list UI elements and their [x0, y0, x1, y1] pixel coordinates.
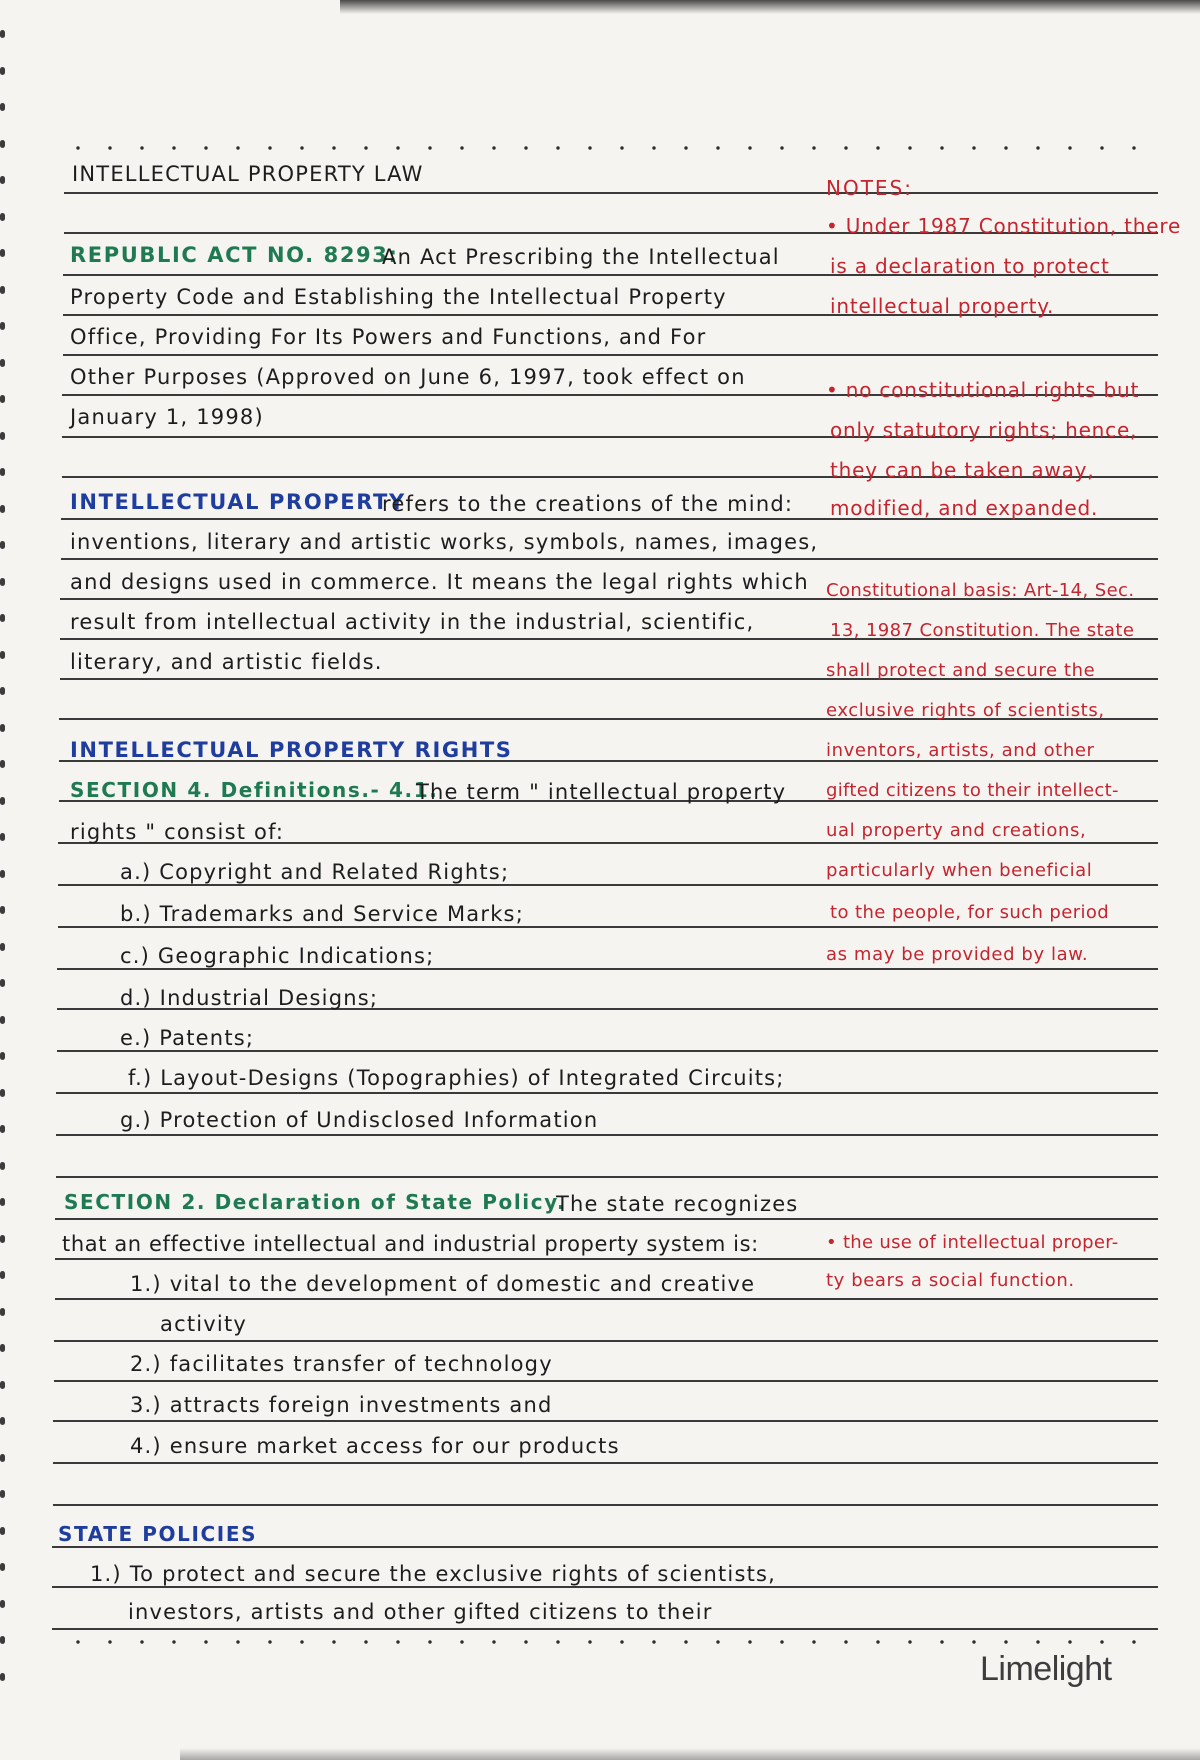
ruled-line: [52, 1546, 1158, 1548]
ruled-line: [61, 558, 1158, 560]
section2-item-1-cont: activity: [160, 1312, 248, 1336]
state-policies-heading: STATE POLICIES: [58, 1522, 258, 1546]
binding-hole: [0, 249, 5, 257]
binding-hole: [0, 505, 5, 513]
ruled-line: [64, 192, 1158, 194]
note-3-line-5: inventors, artists, and other: [826, 740, 1095, 761]
binding-hole: [0, 906, 5, 914]
note-3-line-9: to the people, for such period: [830, 902, 1110, 923]
section4-label: SECTION 4. Definitions.- 4.1.: [70, 778, 439, 802]
binding-hole: [0, 833, 5, 841]
binding-hole: [0, 1381, 5, 1389]
section2-item-2: 2.) facilitates transfer of technology: [130, 1352, 553, 1376]
binding-hole: [0, 30, 5, 38]
section2-item-3: 3.) attracts foreign investments and: [130, 1393, 553, 1417]
definition-e: e.) Patents;: [120, 1026, 255, 1050]
ip-line-3: and designs used in commerce. It means the legal rights which: [70, 570, 809, 594]
note-4-line-1: • the use of intellectual proper-: [826, 1232, 1119, 1253]
definition-f: f.) Layout-Designs (Topographies) of Integrated Circuits;: [128, 1066, 785, 1090]
binding-hole: [0, 1600, 5, 1608]
definition-a: a.) Copyright and Related Rights;: [120, 860, 510, 884]
state-policy-1: 1.) To protect and secure the exclusive rights of scientists,: [90, 1562, 777, 1586]
binding-hole: [0, 651, 5, 659]
ruled-line: [56, 1134, 1158, 1136]
binding-hole: [0, 1235, 5, 1243]
ruled-line: [55, 1298, 1158, 1300]
binding-hole: [0, 1052, 5, 1060]
ra-label: REPUBLIC ACT NO. 8293:: [70, 243, 399, 267]
note-1-line-3: intellectual property.: [830, 294, 1055, 318]
ruled-line: [52, 1628, 1158, 1630]
binding-hole: [0, 432, 5, 440]
note-3-line-2: 13, 1987 Constitution. The state: [830, 620, 1135, 641]
binding-hole: [0, 687, 5, 695]
section2-item-4: 4.) ensure market access for our products: [130, 1434, 620, 1458]
ip-label: INTELLECTUAL PROPERTY: [70, 490, 406, 514]
section2-cont: that an effective intellectual and industrial property system is:: [62, 1232, 759, 1256]
note-2-line-4: modified, and expanded.: [830, 496, 1099, 520]
ruled-line: [63, 354, 1158, 356]
binding-holes: [0, 20, 10, 1720]
definition-b: b.) Trademarks and Service Marks;: [120, 902, 524, 926]
state-policy-1-cont: investors, artists and other gifted citizens to their: [128, 1600, 713, 1624]
binding-hole: [0, 724, 5, 732]
ruled-line: [57, 1050, 1158, 1052]
notes-title: NOTES:: [826, 176, 913, 200]
note-3-line-4: exclusive rights of scientists,: [826, 700, 1105, 721]
binding-hole: [0, 1271, 5, 1279]
binding-hole: [0, 979, 5, 987]
note-3-line-8: particularly when beneficial: [826, 860, 1093, 881]
bottom-dot-row: [62, 1640, 1162, 1644]
binding-hole: [0, 395, 5, 403]
ruled-line: [53, 1420, 1158, 1422]
binding-hole: [0, 286, 5, 294]
note-2-line-1: • no constitutional rights but: [826, 378, 1140, 402]
binding-hole: [0, 1089, 5, 1097]
note-3-line-6: gifted citizens to their intellect-: [826, 780, 1119, 801]
section4-text: The term " intellectual property: [416, 780, 787, 804]
binding-hole: [0, 103, 5, 111]
definition-c: c.) Geographic Indications;: [120, 944, 435, 968]
binding-hole: [0, 1563, 5, 1571]
binding-hole: [0, 943, 5, 951]
binding-hole: [0, 1527, 5, 1535]
binding-hole: [0, 578, 5, 586]
binding-hole: [0, 1162, 5, 1170]
section4-cont: rights " consist of:: [70, 820, 285, 844]
binding-hole: [0, 140, 5, 148]
binding-hole: [0, 176, 5, 184]
definition-g: g.) Protection of Undisclosed Information: [120, 1108, 599, 1132]
ruled-line: [53, 1504, 1158, 1506]
binding-hole: [0, 359, 5, 367]
ra-line-1: An Act Prescribing the Intellectual: [382, 245, 780, 269]
note-3-line-10: as may be provided by law.: [826, 944, 1089, 965]
page-title: INTELLECTUAL PROPERTY LAW: [72, 162, 424, 186]
note-1-line-2: is a declaration to protect: [830, 254, 1110, 278]
binding-hole: [0, 541, 5, 549]
binding-hole: [0, 870, 5, 878]
note-2-line-3: they can be taken away,: [830, 458, 1095, 482]
ruled-line: [58, 926, 1158, 928]
ruled-line: [55, 1218, 1158, 1220]
section2-item-1: 1.) vital to the development of domestic and creative: [130, 1272, 756, 1296]
ruled-line: [54, 1380, 1158, 1382]
note-3-line-1: Constitutional basis: Art-14, Sec.: [826, 580, 1135, 601]
ra-line-4: Other Purposes (Approved on June 6, 1997, took effect on: [70, 365, 746, 389]
ruled-line: [57, 968, 1158, 970]
binding-hole: [0, 1125, 5, 1133]
note-4-line-2: ty bears a social function.: [826, 1270, 1075, 1291]
note-3-line-7: ual property and creations,: [826, 820, 1087, 841]
ra-line-5: January 1, 1998): [70, 405, 264, 429]
top-shadow: [340, 0, 1200, 14]
binding-hole: [0, 1308, 5, 1316]
section2-text: The state recognizes: [556, 1192, 799, 1216]
ipr-heading: INTELLECTUAL PROPERTY RIGHTS: [70, 738, 513, 762]
binding-hole: [0, 614, 5, 622]
ip-line-5: literary, and artistic fields.: [70, 650, 383, 674]
binding-hole: [0, 468, 5, 476]
note-2-line-2: only statutory rights; hence,: [830, 418, 1138, 442]
binding-hole: [0, 322, 5, 330]
binding-hole: [0, 1673, 5, 1681]
ruled-line: [55, 1258, 1158, 1260]
binding-hole: [0, 1490, 5, 1498]
definition-d: d.) Industrial Designs;: [120, 986, 379, 1010]
binding-hole: [0, 1016, 5, 1024]
binding-hole: [0, 67, 5, 75]
binding-hole: [0, 797, 5, 805]
ruled-line: [52, 1586, 1158, 1588]
bottom-shadow: [180, 1748, 1200, 1760]
binding-hole: [0, 1417, 5, 1425]
ip-line-4: result from intellectual activity in the industrial, scientific,: [70, 610, 755, 634]
note-1-line-1: • Under 1987 Constitution, there: [826, 214, 1182, 238]
top-dot-row: [62, 146, 1162, 150]
ip-line-1: refers to the creations of the mind:: [382, 492, 794, 516]
ra-line-3: Office, Providing For Its Powers and Functions, and For: [70, 325, 707, 349]
binding-hole: [0, 1454, 5, 1462]
binding-hole: [0, 1636, 5, 1644]
ip-line-2: inventions, literary and artistic works, symbols, names, images,: [70, 530, 819, 554]
ruled-line: [56, 1176, 1158, 1178]
brand-logo: Limelight: [980, 1650, 1112, 1688]
ruled-line: [54, 1340, 1158, 1342]
ruled-line: [56, 1092, 1158, 1094]
ruled-line: [58, 884, 1158, 886]
binding-hole: [0, 1344, 5, 1352]
binding-hole: [0, 760, 5, 768]
binding-hole: [0, 213, 5, 221]
note-3-line-3: shall protect and secure the: [826, 660, 1096, 681]
ruled-line: [53, 1462, 1158, 1464]
ra-line-2: Property Code and Establishing the Intellectual Property: [70, 285, 727, 309]
section2-label: SECTION 2. Declaration of State Policy.: [64, 1190, 567, 1214]
binding-hole: [0, 1198, 5, 1206]
